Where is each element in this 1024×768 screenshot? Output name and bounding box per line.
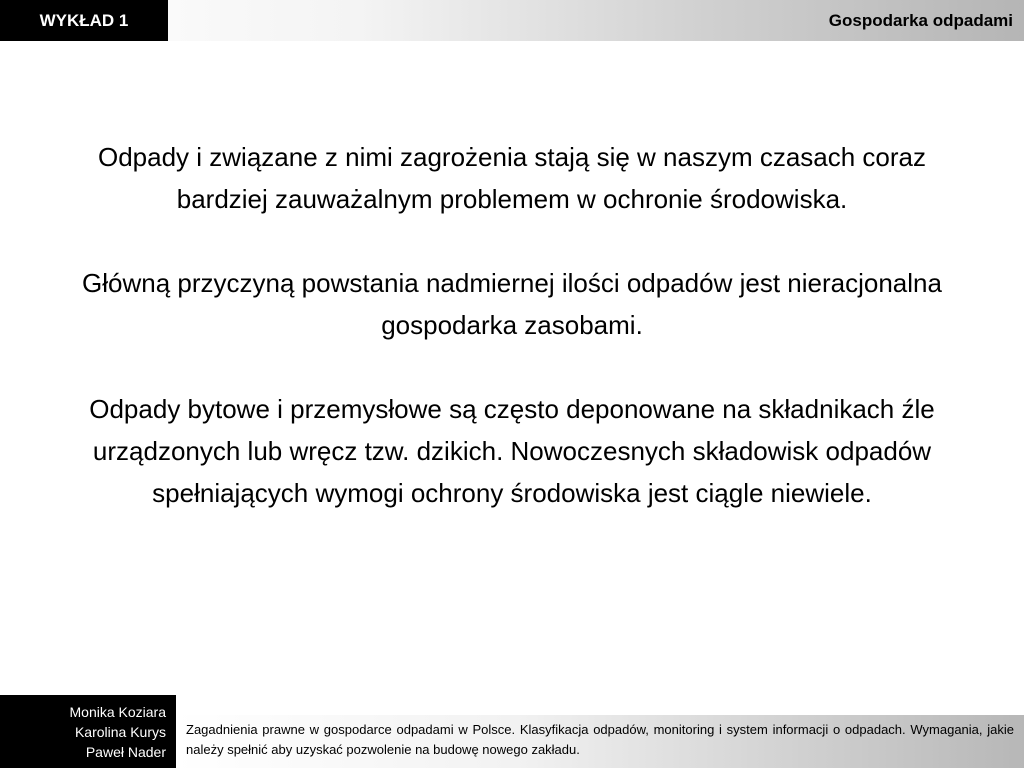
lecture-label: WYKŁAD 1	[0, 0, 168, 41]
author-name: Paweł Nader	[85, 744, 166, 760]
author-name: Monika Koziara	[69, 704, 166, 720]
slide-header	[0, 0, 1024, 41]
footer-authors	[0, 695, 176, 768]
author-name: Karolina Kurys	[74, 724, 166, 740]
footer-description: Zagadnienia prawne w gospodarce odpadami w Polsce. Klasyfikacja odpadów, monitoring i system informacji o odpadach. Wymagania, jakie należy spełnić aby uzyskać pozwolenie na budowę nowego zakładu.	[176, 715, 1024, 768]
paragraph-waste-threats: Odpady i związane z nimi zagrożenia stają się w naszym czasach coraz bardziej zauważalnym problemem w ochronie środowiska.	[97, 142, 927, 214]
slide-content	[60, 136, 964, 556]
paragraph-landfills: Odpady bytowe i przemysłowe są często deponowane na składnikach źle urządzonych lub wręcz tzw. dzikich. Nowoczesnych składowisk odpadów spełniających wymogi ochrony środowiska jest ciągle niewiele.	[89, 394, 935, 508]
paragraph-main-cause: Główną przyczyną powstania nadmiernej ilości odpadów jest nieracjonalna gospodarka zasobami.	[82, 268, 942, 340]
topic-title: Gospodarka odpadami	[828, 11, 1013, 30]
